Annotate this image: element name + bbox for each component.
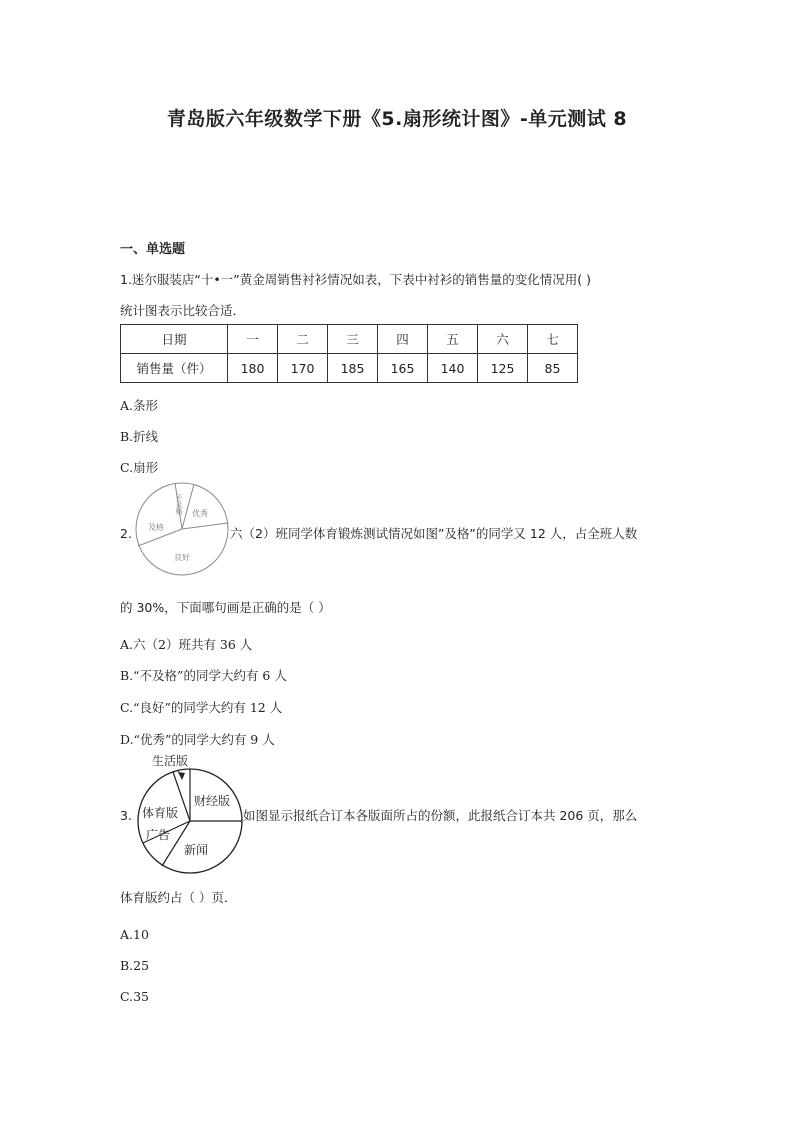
- q2-option-c[interactable]: C.“良好”的同学大约有 12 人: [120, 700, 283, 715]
- table-cell: 五: [428, 325, 478, 354]
- q2-option-b[interactable]: B.“不及格”的同学大约有 6 人: [120, 668, 287, 683]
- q3-number: 3.: [120, 808, 132, 823]
- table-cell: 七: [528, 325, 578, 354]
- table-cell: 170: [278, 354, 328, 383]
- q3-text-line1: 如图显示报纸合订本各版面所占的份额，此报纸合订本共 206 页，那么: [243, 808, 638, 823]
- pie-label-guanggao: 广告: [146, 828, 171, 842]
- q1-option-a[interactable]: A.条形: [120, 398, 159, 413]
- table-cell: 180: [228, 354, 278, 383]
- q1-text-line2: 统计图表示比较合适．: [120, 303, 246, 318]
- table-cell: 85: [528, 354, 578, 383]
- pie-label-lianghao: 良好: [174, 553, 190, 562]
- pie-label-jige: 及格: [148, 523, 164, 532]
- pie-label-tiyu: 体育版: [142, 806, 179, 820]
- table-cell: 三: [328, 325, 378, 354]
- table-cell: 一: [228, 325, 278, 354]
- pie-label-caijing: 财经版: [194, 794, 231, 808]
- pie-label-youxiu: 优秀: [192, 509, 208, 518]
- table-cell: 六: [478, 325, 528, 354]
- table-cell: 二: [278, 325, 328, 354]
- q2-number: 2.: [120, 526, 132, 541]
- q3-text-line2: 体育版约占（ ）页．: [120, 890, 237, 905]
- pie-label-bujige: 不及格: [175, 494, 183, 515]
- q3-option-a[interactable]: A.10: [120, 927, 149, 942]
- q3-option-c[interactable]: C.35: [120, 989, 149, 1004]
- table-cell: 165: [378, 354, 428, 383]
- page-title: 青岛版六年级数学下册《5.扇形统计图》-单元测试 8: [166, 108, 628, 130]
- table-cell: 185: [328, 354, 378, 383]
- q1-text-line1: 1.迷尔服装店“十•一”黄金周销售衬衫情况如表，下表中衬衫的销售量的变化情况用( ): [120, 272, 591, 287]
- table-cell: 四: [378, 325, 428, 354]
- q2-text-line2: 的 30%，下面哪句画是正确的是（ ）: [120, 600, 331, 615]
- q2-text-line1: 六（2）班同学体育锻炼测试情况如图”及格”的同学又 12 人，占全班人数: [230, 526, 638, 541]
- pie-label-shenghuo: 生活版: [152, 754, 189, 768]
- q2-option-d[interactable]: D.“优秀”的同学大约有 9 人: [120, 732, 275, 747]
- table-cell: 125: [478, 354, 528, 383]
- section-heading: 一、单选题: [120, 242, 186, 257]
- q3-pie-chart: [132, 750, 244, 878]
- table-cell: 销售量（件）: [121, 354, 228, 383]
- sales-table: [120, 324, 578, 383]
- q1-option-c[interactable]: C.扇形: [120, 460, 159, 475]
- table-header-row: [121, 325, 578, 354]
- q3-option-b[interactable]: B.25: [120, 958, 150, 973]
- table-cell: 日期: [121, 325, 228, 354]
- table-row: [121, 354, 578, 383]
- q2-option-a[interactable]: A.六（2）班共有 36 人: [120, 637, 253, 652]
- q2-pie-chart: [134, 478, 230, 580]
- q1-option-b[interactable]: B.折线: [120, 429, 159, 444]
- pie-label-xinwen: 新闻: [184, 843, 209, 857]
- table-cell: 140: [428, 354, 478, 383]
